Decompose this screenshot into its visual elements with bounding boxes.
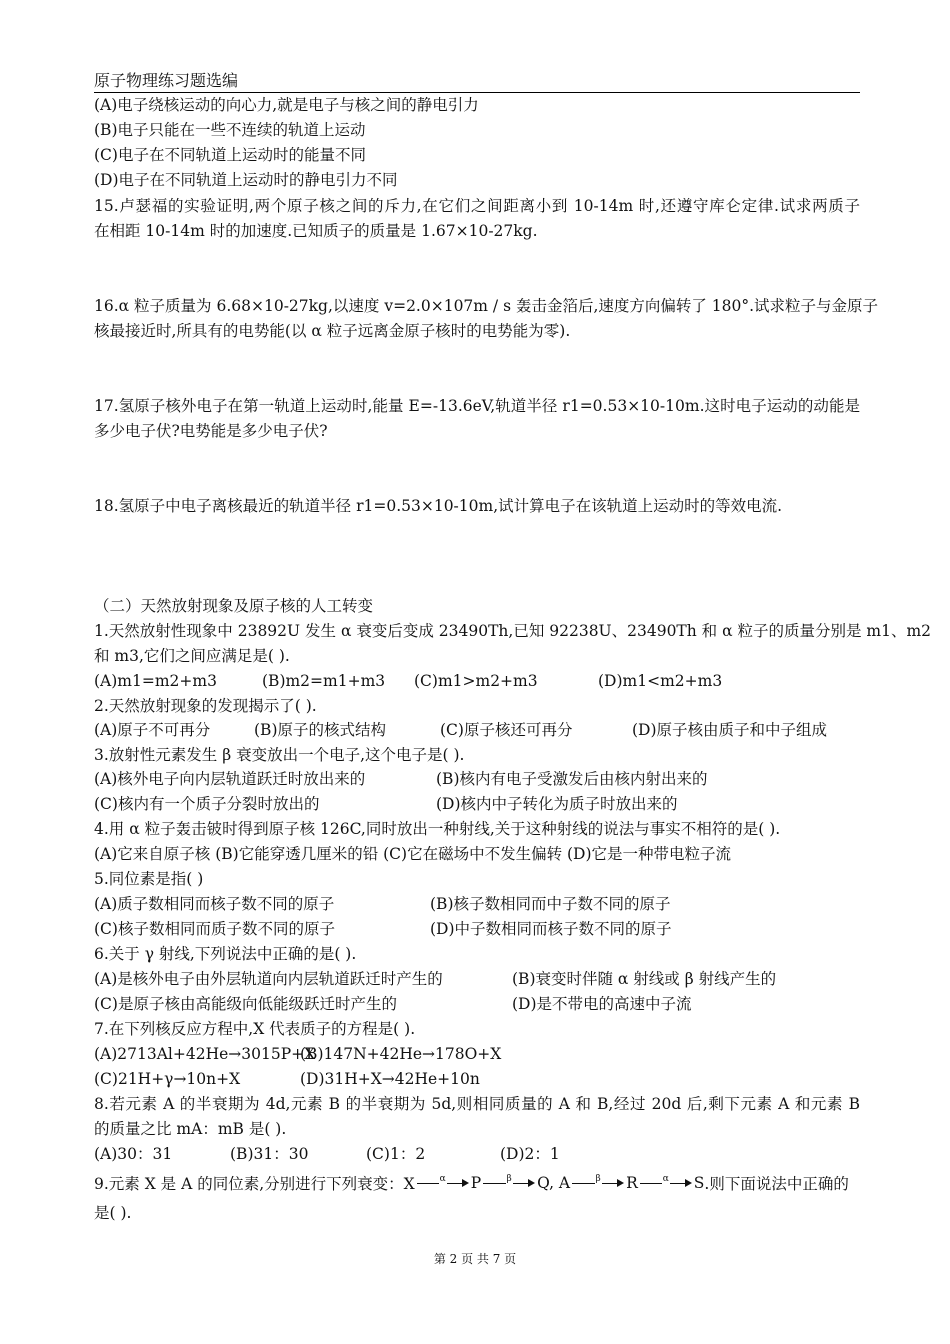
alpha-arrow-2 bbox=[640, 1173, 692, 1193]
q2-text: 2.天然放射现象的发现揭示了( ). bbox=[94, 697, 317, 715]
q6-option-b: (B)衰变时伴随 α 射线或 β 射线产生的 bbox=[512, 970, 777, 988]
beta-arrow-1 bbox=[483, 1173, 535, 1193]
alpha-arrow-1 bbox=[417, 1173, 469, 1193]
q5-option-a: (A)质子数相同而核子数不同的原子 bbox=[94, 895, 335, 913]
q15-line1: 15.卢瑟福的实验证明,两个原子核之间的斥力,在它们之间距离小到 10-14m 时,还遵守库仑定律.试求两质子 bbox=[94, 197, 860, 215]
q1-option-a: (A)m1=m2+m3 bbox=[94, 672, 217, 690]
q2-option-b: (B)原子的核式结构 bbox=[254, 721, 386, 739]
q3-option-b: (B)核内有电子受激发后由核内射出来的 bbox=[436, 770, 708, 788]
q2-option-d: (D)原子核由质子和中子组成 bbox=[632, 721, 828, 739]
q9-nuclide-p: P bbox=[470, 1174, 482, 1192]
q9-nuclide-q-a: Q, A bbox=[537, 1174, 571, 1192]
q1-line1: 1.天然放射性现象中 23892U 发生 α 衰变后变成 23490Th,已知 92238U、23490Th 和 α 粒子的质量分别是 m1、m2 bbox=[94, 622, 932, 640]
q7-option-b: (B)147N+42He→178O+X bbox=[300, 1045, 502, 1063]
q4-text: 4.用 α 粒子轰击铍时得到原子核 126C,同时放出一种射线,关于这种射线的说法与事实不相符的是( ). bbox=[94, 820, 781, 838]
beta-arrow-2 bbox=[572, 1173, 624, 1193]
q1-line2: 和 m3,它们之间应满足是( ). bbox=[94, 647, 290, 665]
q16-line2: 核最接近时,所具有的电势能(以 α 粒子远离金原子核时的电势能为零). bbox=[94, 322, 571, 340]
q17-line1: 17.氢原子核外电子在第一轨道上运动时,能量 E=-13.6eV,轨道半径 r1=0.53×10-10m.这时电子运动的动能是 bbox=[94, 397, 860, 415]
q3-option-a: (A)核外电子向内层轨道跃迁时放出来的 bbox=[94, 770, 366, 788]
q6-option-d: (D)是不带电的高速中子流 bbox=[512, 995, 692, 1013]
q9-nuclide-s: S bbox=[693, 1174, 705, 1192]
q15-line2: 在相距 10-14m 时的加速度.已知质子的质量是 1.67×10-27kg. bbox=[94, 222, 538, 240]
q6-option-a: (A)是核外电子由外层轨道向内层轨道跃迁时产生的 bbox=[94, 970, 443, 988]
beta-label-2: β bbox=[595, 1174, 601, 1184]
q14-option-b: (B)电子只能在一些不连续的轨道上运动 bbox=[94, 121, 366, 139]
q8-line2: 的质量之比 mA：mB 是( ). bbox=[94, 1120, 287, 1138]
q8-option-a: (A)30：31 bbox=[94, 1145, 173, 1163]
q7-option-c: (C)21H+γ→10n+X bbox=[94, 1070, 241, 1088]
q3-text: 3.放射性元素发生 β 衰变放出一个电子,这个电子是( ). bbox=[94, 746, 465, 764]
alpha-label-2: α bbox=[662, 1174, 669, 1184]
q9-line2: 是( ). bbox=[94, 1204, 132, 1222]
q9-nuclide-r: R bbox=[626, 1174, 638, 1192]
q8-option-d: (D)2：1 bbox=[500, 1145, 560, 1163]
q1-option-b: (B)m2=m1+m3 bbox=[262, 672, 386, 690]
q1-option-d: (D)m1<m2+m3 bbox=[598, 672, 723, 690]
alpha-label-1: α bbox=[439, 1174, 446, 1184]
q16-line1: 16.α 粒子质量为 6.68×10-27kg,以速度 v=2.0×107m / s 轰击金箔后,速度方向偏转了 180°.试求粒子与金原子 bbox=[94, 297, 879, 315]
q8-option-b: (B)31：30 bbox=[230, 1145, 309, 1163]
q9-suffix: .则下面说法中正确的 bbox=[704, 1175, 849, 1193]
q5-option-d: (D)中子数相同而核子数不同的原子 bbox=[430, 920, 672, 938]
q3-option-d: (D)核内中子转化为质子时放出来的 bbox=[436, 795, 678, 813]
header-rule bbox=[94, 92, 860, 93]
q2-option-c: (C)原子核还可再分 bbox=[440, 721, 573, 739]
q9-decay-chain bbox=[94, 1172, 849, 1194]
q7-option-d: (D)31H+X→42He+10n bbox=[300, 1070, 480, 1088]
q7-option-a: (A)2713Al+42He→3015P+X bbox=[94, 1045, 316, 1063]
q3-option-c: (C)核内有一个质子分裂时放出的 bbox=[94, 795, 320, 813]
section2-heading: （二）天然放射现象及原子核的人工转变 bbox=[94, 597, 374, 615]
q8-line1: 8.若元素 A 的半衰期为 4d,元素 B 的半衰期为 5d,则相同质量的 A 和 B,经过 20d 后,剩下元素 A 和元素 B bbox=[94, 1095, 860, 1113]
q2-option-a: (A)原子不可再分 bbox=[94, 721, 211, 739]
q5-option-c: (C)核子数相同而质子数不同的原子 bbox=[94, 920, 335, 938]
page-footer: 第 2 页 共 7 页 bbox=[433, 1252, 517, 1266]
q8-option-c: (C)1：2 bbox=[366, 1145, 426, 1163]
page-header: 原子物理练习题选编 bbox=[94, 71, 239, 90]
q7-text: 7.在下列核反应方程中,X 代表质子的方程是( ). bbox=[94, 1020, 416, 1038]
q6-text: 6.关于 γ 射线,下列说法中正确的是( ). bbox=[94, 945, 357, 963]
q14-option-a: (A)电子绕核运动的向心力,就是电子与核之间的静电引力 bbox=[94, 96, 479, 114]
q9-prefix: 9.元素 X 是 A 的同位素,分别进行下列衰变：X bbox=[94, 1175, 415, 1193]
q1-option-c: (C)m1>m2+m3 bbox=[414, 672, 538, 690]
q5-text: 5.同位素是指( ) bbox=[94, 870, 204, 888]
q6-option-c: (C)是原子核由高能级向低能级跃迁时产生的 bbox=[94, 995, 397, 1013]
q18-text: 18.氢原子中电子离核最近的轨道半径 r1=0.53×10-10m,试计算电子在该轨道上运动时的等效电流. bbox=[94, 497, 783, 515]
q17-line2: 多少电子伏?电势能是多少电子伏? bbox=[94, 422, 328, 440]
q5-option-b: (B)核子数相同而中子数不同的原子 bbox=[430, 895, 671, 913]
q14-option-c: (C)电子在不同轨道上运动时的能量不同 bbox=[94, 146, 366, 164]
q4-options: (A)它来自原子核 (B)它能穿透几厘米的铅 (C)它在磁场中不发生偏转 (D)它是一种带电粒子流 bbox=[94, 845, 732, 863]
q14-option-d: (D)电子在不同轨道上运动时的静电引力不同 bbox=[94, 171, 398, 189]
beta-label-1: β bbox=[506, 1174, 512, 1184]
